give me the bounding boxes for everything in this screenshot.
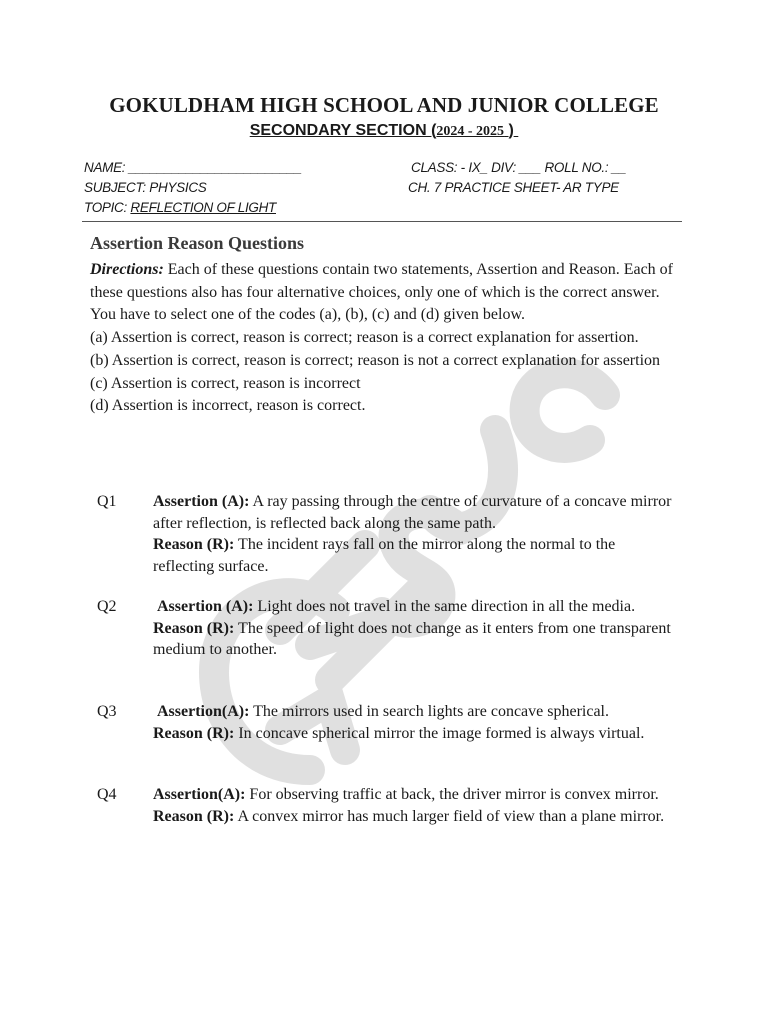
assertion-label: Assertion (A): xyxy=(153,493,250,510)
question-body xyxy=(153,596,678,661)
question-body xyxy=(153,701,678,744)
directions-paragraph xyxy=(90,259,680,327)
reason-label: Reason (R): xyxy=(153,724,235,742)
reason xyxy=(153,618,678,661)
question-body xyxy=(153,491,678,577)
reason xyxy=(153,723,678,745)
question-number: Q3 xyxy=(97,703,117,720)
topic-value: REFLECTION OF LIGHT xyxy=(130,200,276,215)
assertion xyxy=(153,784,678,806)
question-number: Q1 xyxy=(97,493,117,510)
reason-label: Reason (R): xyxy=(153,807,235,825)
section-heading: Assertion Reason Questions xyxy=(90,233,305,253)
directions-label: Directions: xyxy=(90,261,164,278)
assertion-label: Assertion (A): xyxy=(153,598,254,615)
section-title xyxy=(0,122,768,140)
option-d: (d) Assertion is incorrect, reason is correct. xyxy=(90,397,366,415)
assertion xyxy=(153,596,678,618)
topic-label: TOPIC: xyxy=(84,200,127,215)
class-field: CLASS: - IX_ DIV: ___ ROLL NO.: __ xyxy=(411,160,627,175)
assertion-label: Assertion(A): xyxy=(153,703,250,720)
assertion-text: The mirrors used in search lights are concave spherical. xyxy=(249,703,609,720)
option-b: (b) Assertion is correct, reason is correct; reason is not a correct explanation for assertion xyxy=(90,351,661,369)
reason-text: The speed of light does not change as it enters from one transparent medium to another. xyxy=(153,619,671,658)
school-title: GOKULDHAM HIGH SCHOOL AND JUNIOR COLLEGE xyxy=(109,93,659,117)
section-suffix: ) xyxy=(508,122,514,139)
assertion xyxy=(153,491,678,534)
reason-text: In concave spherical mirror the image formed is always virtual. xyxy=(234,724,645,742)
assertion-label: Assertion(A): xyxy=(153,786,246,803)
option-a: (a) Assertion is correct, reason is correct; reason is a correct explanation for assertion. xyxy=(90,329,639,347)
section-prefix: SECONDARY SECTION ( xyxy=(249,122,437,139)
reason-text: The incident rays fall on the mirror along the normal to the reflecting surface. xyxy=(153,536,616,575)
subject-field: SUBJECT: PHYSICS xyxy=(84,180,207,195)
reason xyxy=(153,534,678,577)
reason xyxy=(153,806,678,828)
reason-text: A convex mirror has much larger field of view than a plane mirror. xyxy=(234,807,665,825)
chapter-field: CH. 7 PRACTICE SHEET- AR TYPE xyxy=(408,180,619,195)
name-label: NAME: xyxy=(84,160,126,175)
topic-field xyxy=(84,200,276,215)
name-blank: ________________________ xyxy=(128,160,302,175)
assertion-text: A ray passing through the centre of curvature of a concave mirror after reflection, is reflected back along the same path. xyxy=(153,493,672,532)
section-years: 2024 - 2025 xyxy=(436,124,505,139)
reason-label: Reason (R): xyxy=(153,536,235,553)
question-number: Q4 xyxy=(97,786,117,803)
option-c: (c) Assertion is correct, reason is incorrect xyxy=(90,374,361,392)
question-body xyxy=(153,784,678,827)
assertion-text: Light does not travel in the same direction in all the media. xyxy=(253,598,636,615)
header-divider xyxy=(82,221,682,222)
name-field xyxy=(84,160,302,175)
directions-text: Each of these questions contain two statements, Assertion and Reason. Each of these questions also has four alternative choices, only one of which is the correct answer. You have to select one of the codes (a), (b), (c) and (d) given below. xyxy=(90,261,673,324)
directions-block xyxy=(90,259,680,418)
assertion-text: For observing traffic at back, the driver mirror is convex mirror. xyxy=(245,786,659,803)
question-number: Q2 xyxy=(97,598,117,615)
assertion xyxy=(153,701,678,723)
reason-label: Reason (R): xyxy=(153,619,235,637)
